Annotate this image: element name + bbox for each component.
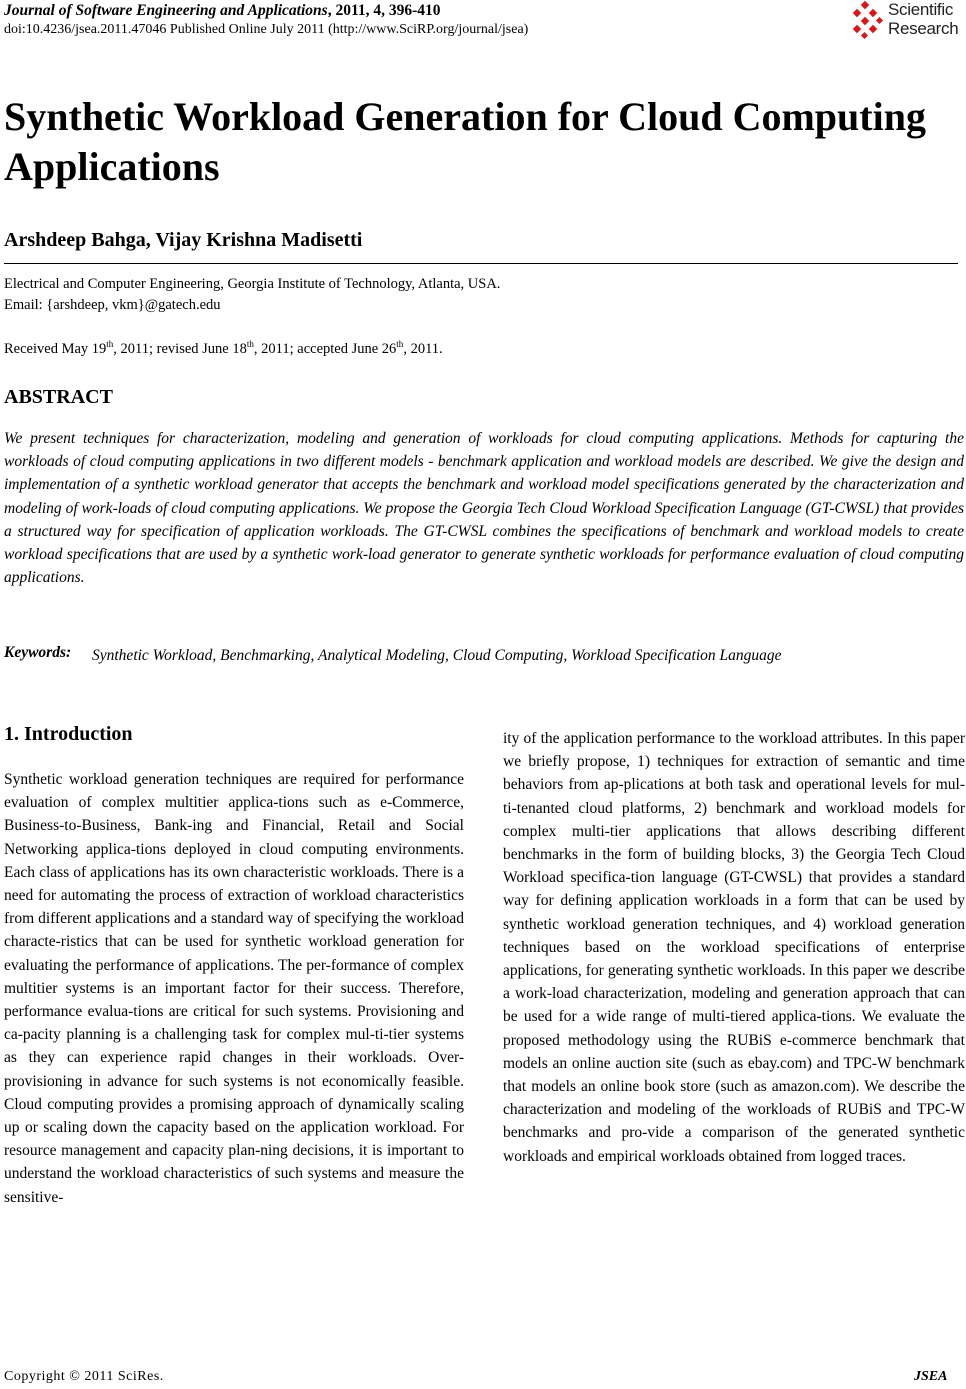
authors: Arshdeep Bahga, Vijay Krishna Madisetti bbox=[4, 229, 363, 251]
journal-volume: , 2011, 4, 396-410 bbox=[327, 2, 441, 19]
abstract-body: We present techniques for characterization, modeling and generation of workloads for cloud computing applications. Methods for capturing the workloads of cloud computing applications in two different models - benchmark application and workload models are described. We give the design and implementation of a synthetic workload generator that accepts the benchmark and workload model specifications generated by the characterization and modeling of work-loads of cloud computing applications. We propose the Georgia Tech Cloud Workload Specification Language (GT-CWSL) that provides a structured way for specification of application workloads. The GT-CWSL combines the specifications of benchmark and workload models to create workload specifications that are used by a synthetic work-load generator to generate synthetic workloads for performance evaluation of cloud computing applications. bbox=[4, 430, 964, 587]
logo-text bbox=[888, 0, 958, 38]
journal-abbrev: JSEA bbox=[914, 1369, 948, 1384]
abstract-heading: ABSTRACT bbox=[4, 386, 113, 408]
logo-line-2: Research bbox=[888, 19, 959, 38]
section-heading: 1. Introduction bbox=[4, 723, 133, 745]
accepted-text: , 2011; accepted June 26 bbox=[253, 340, 397, 357]
ordinal-suffix: th bbox=[106, 339, 114, 349]
journal-name: Journal of Software Engineering and Applications bbox=[4, 2, 328, 19]
received-dates bbox=[4, 339, 443, 358]
journal-citation bbox=[4, 2, 441, 20]
keywords: Synthetic Workload, Benchmarking, Analytical Modeling, Cloud Computing, Workload Specification Language bbox=[92, 647, 782, 664]
ordinal-suffix: th bbox=[396, 339, 404, 349]
received-end: , 2011. bbox=[403, 340, 443, 357]
received-text: Received May 19 bbox=[4, 340, 107, 357]
revised-text: , 2011; revised June 18 bbox=[113, 340, 247, 357]
doi-line: doi:10.4236/jsea.2011.47046 Published Online July 2011 (http://www.SciRP.org/journal/jsea) bbox=[4, 22, 529, 37]
scientific-research-logo bbox=[848, 0, 966, 44]
affiliation: Electrical and Computer Engineering, Georgia Institute of Technology, Atlanta, USA. bbox=[4, 276, 501, 292]
ordinal-suffix: th bbox=[246, 339, 254, 349]
paper-title: Synthetic Workload Generation for Cloud Computing Applications bbox=[4, 94, 926, 189]
header-rule bbox=[4, 263, 958, 264]
email: Email: {arshdeep, vkm}@gatech.edu bbox=[4, 297, 221, 313]
copyright: Copyright © 2011 SciRes. bbox=[4, 1369, 164, 1384]
logo-line-1: Scientific bbox=[888, 0, 954, 19]
left-column-text: Synthetic workload generation techniques are required for performance evaluation of complex multitier applica-tions such as e-Commerce, Business-to-Business, Bank-ing and Financial, Retail and Social Networking applica-tions deployed in cloud computing environments. Each class of applications has its own characteristic workloads. There is a need for automating the process of extraction of workload characteristics from different applications and a standard way of specifying the workload characte-ristics that can be used for synthetic workload generation for evaluating the performance of applications. The per-formance of complex multitier systems is an important factor for their success. Therefore, performance evalua-tions are critical for such systems. Provisioning and ca-pacity planning is a challenging task for complex mul-ti-tier systems as they can experience rapid changes in their workloads. Over-provisioning in advance for such systems is not economically feasible. Cloud computing provides a promising approach of dynamically scaling up or scaling down the capacity based on the application workload. For resource management and capacity plan-ning decisions, it is important to understand the workload characteristics of such systems and measure the sensitive- bbox=[4, 771, 464, 1206]
keywords-label: Keywords: bbox=[4, 644, 72, 661]
right-column-text: ity of the application performance to the workload attributes. In this paper we briefly propose, 1) techniques for extraction of semantic and time behaviors from ap-plications at both task and operational levels for mul-ti-tenanted cloud platforms, 2) benchmark and workload models for complex multi-tier applications that allows describing different benchmarks in the form of building blocks, 3) the Georgia Tech Cloud Workload specifica-tion language (GT-CWSL) that provides a standard way for defining application workloads in a form that can be used by synthetic workload generation techniques, and 4) workload generation techniques based on the workload specifications of enterprise applications, for generating synthetic workloads. In this paper we describe a work-load characterization, modeling and generation approach that can be used for a wide range of multi-tiered applica-tions. We evaluate the proposed methodology using the RUBiS e-commerce benchmark that models an online auction site (such as ebay.com) and TPC-W benchmark that models an online book store (such as amazon.com). We describe the characterization and modeling of the workloads of RUBiS and TPC-W benchmarks and pro-vide a comparison of the generated synthetic workloads and empirical workloads obtained from logged traces. bbox=[503, 730, 965, 1165]
logo-mark-icon bbox=[848, 0, 886, 42]
